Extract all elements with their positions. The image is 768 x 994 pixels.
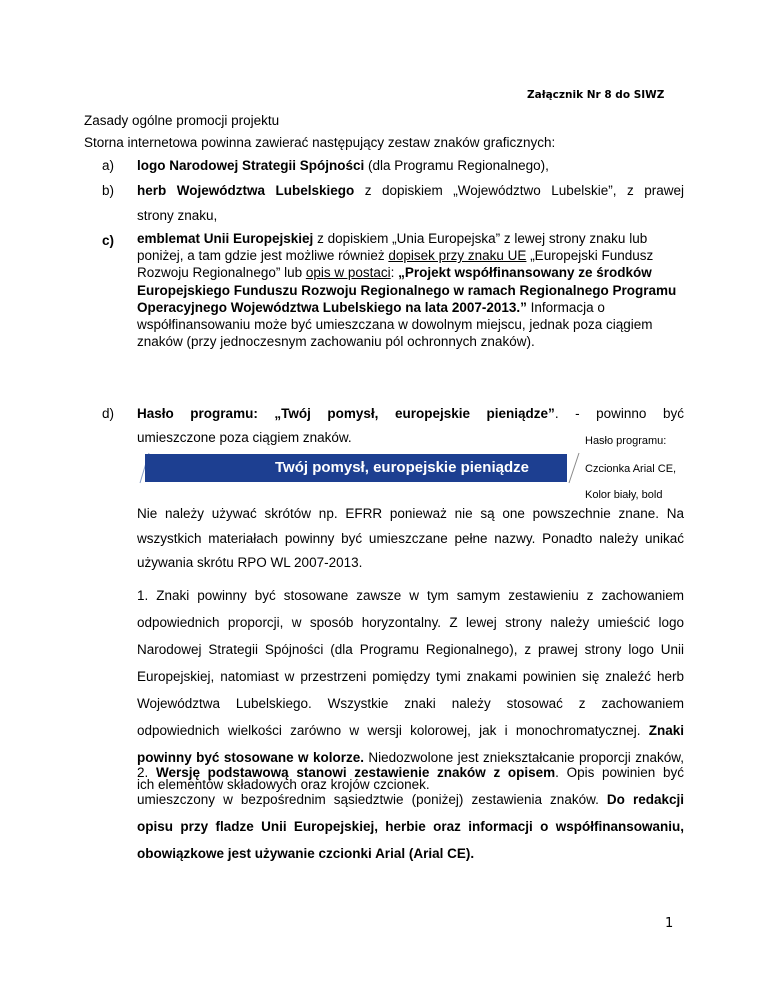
- banner-note-label: Hasło programu:: [585, 435, 667, 447]
- item-a-rest: (dla Programu Regionalnego),: [364, 158, 549, 173]
- item-a: [137, 157, 549, 174]
- banner-right-slash: [567, 452, 581, 484]
- rule-2-bold1: Wersję podstawową stanowi zestawienie znaków z opisem: [155, 765, 556, 780]
- rule-2-text1: . Opis powinien być umieszczony w bezpośrednim sąsiedztwie (poniżej) zestawienia znaków.: [137, 765, 685, 807]
- item-b-rest: z dopiskiem „Województwo Lubelskie”, z prawej: [354, 183, 684, 198]
- page-number: 1: [665, 916, 674, 931]
- rule-2-bold2: Do redakcji opisu przy fladze Unii Europejskiej, herbie oraz informacji o współfinansowaniu, obowiązkowe jest używanie czcionki Arial (Arial CE).: [137, 792, 685, 861]
- item-c-text3: :: [390, 265, 399, 281]
- slogan-banner: [145, 454, 567, 482]
- item-a-bold: logo Narodowej Strategii Spójności: [137, 158, 365, 173]
- rule-1-text2: Niedozwolone jest zniekształcanie proporcji znaków, ich elementów składowych oraz krojów czcionek.: [137, 750, 684, 792]
- banner-note-color: Kolor biały, bold: [585, 489, 663, 501]
- item-d-marker: d): [102, 406, 115, 421]
- slogan-banner-text: Twój pomysł, europejskie pieniądze: [275, 459, 529, 476]
- rule-2: [137, 759, 684, 867]
- rule-1-bold: Znaki powinny być stosowane w kolorze.: [137, 723, 684, 765]
- rule-2-num: 2.: [137, 765, 156, 780]
- item-d-bold: Hasło programu: „Twój pomysł, europejskie pieniądze”: [137, 406, 555, 421]
- section-title: Zasady ogólne promocji projektu: [84, 113, 280, 128]
- item-c-text4: Informacja o współfinansowaniu może być umieszczana w dowolnym miejscu, jednak poza ciągiem znaków (przy jednoczesnym zachowaniu pól ochronnych znaków).: [137, 299, 653, 350]
- item-b-marker: b): [102, 183, 115, 198]
- item-c-marker: c): [102, 233, 115, 248]
- item-c-underline2: opis w postaci: [305, 265, 391, 281]
- item-c-text2: „Europejski Fundusz Rozwoju Regionalnego” lub: [137, 248, 654, 281]
- item-d-line1: [137, 405, 684, 422]
- abbrev-paragraph: Nie należy używać skrótów np. EFRR ponieważ nie są one powszechnie znane. Na wszystkich materiałach powinny być umieszczane pełne nazwy. Ponadto należy unikać używania skrótu RPO WL 2007-2013.: [137, 506, 684, 570]
- item-c-text1: z dopiskiem „Unia Europejska” z lewej strony znaku lub poniżej, a tam gdzie jest możliwe również: [137, 231, 648, 264]
- intro-text: Storna internetowa powinna zawierać następujący zestaw znaków graficznych:: [84, 135, 556, 150]
- banner-note-font: Czcionka Arial CE,: [585, 463, 677, 475]
- annex-label: Załącznik Nr 8 do SIWZ: [527, 89, 665, 101]
- item-b-line1: [137, 182, 684, 199]
- item-c: [137, 230, 677, 350]
- rule-1-text1: 1. Znaki powinny być stosowane zawsze w tym samym zestawieniu z zachowaniem odpowiednich proporcji, w sposób horyzontalny. Z lewej strony należy umieścić logo Narodowej Strategii Spójności (dla Programu Regionalnego), z prawej strony logo Unii Europejskiej, natomiast w przestrzeni pomiędzy tymi znakami powinien się znaleźć herb Województwa Lubelskiego. Wszystkie znaki należy stosować z zachowaniem odpowiednich wielkości zarówno w wersji kolorowej, jak i monochromatycznej.: [137, 588, 684, 738]
- item-b-bold: herb Województwa Lubelskiego: [137, 183, 355, 198]
- item-d-rest: . - powinno być: [554, 406, 684, 421]
- item-c-bold2: „Projekt współfinansowany ze środków Europejskiego Funduszu Rozwoju Regionalnego w ramach Regionalnego Programu Operacyjnego Województwa Lubelskiego na lata 2007-2013.”: [137, 265, 677, 315]
- item-c-bold1: emblemat Unii Europejskiej: [137, 231, 314, 246]
- item-a-marker: a): [102, 158, 115, 173]
- item-b-line2: strony znaku,: [137, 208, 218, 223]
- item-c-underline1: dopisek przy znaku UE: [388, 248, 527, 264]
- item-d-line2: umieszczone poza ciągiem znaków.: [137, 430, 352, 445]
